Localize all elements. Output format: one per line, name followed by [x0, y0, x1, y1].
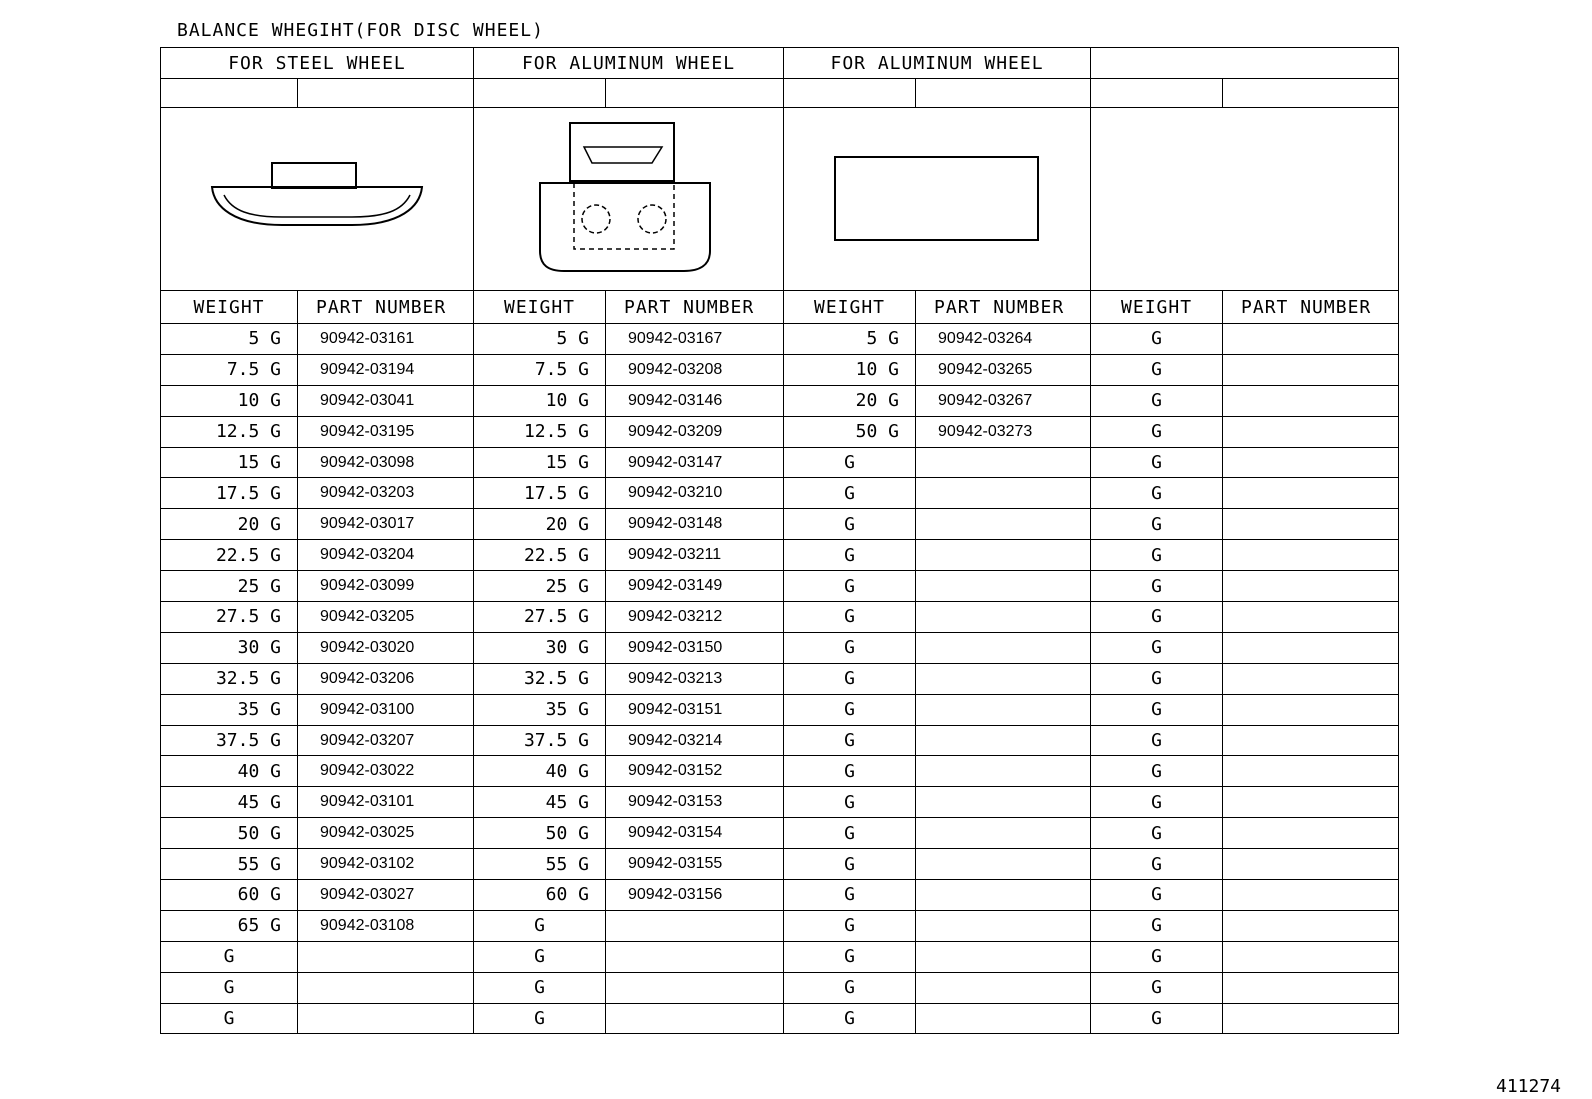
weight-cell: G [1091, 478, 1223, 509]
weight-cell: G [1091, 880, 1223, 911]
part-number-cell [916, 849, 1091, 880]
weight-cell: G [784, 910, 916, 941]
weight-cell: G [474, 910, 606, 941]
part-number-cell: 90942-03265 [916, 354, 1091, 385]
table-row [161, 324, 1399, 355]
weight-cell: 5 G [784, 324, 916, 355]
part-number-cell: 90942-03209 [606, 416, 784, 447]
part-number-cell [916, 632, 1091, 663]
part-number-cell: 90942-03017 [298, 509, 474, 540]
weight-cell: G [474, 1003, 606, 1034]
weight-cell: G [1091, 632, 1223, 663]
column-header-part-number: PART NUMBER [298, 291, 474, 324]
table-row [161, 416, 1399, 447]
part-number-cell [1223, 540, 1399, 571]
weight-cell: G [784, 972, 916, 1003]
part-number-cell [1223, 756, 1399, 787]
table-row [161, 910, 1399, 941]
weight-cell: G [161, 972, 298, 1003]
part-number-cell [1223, 725, 1399, 756]
part-number-cell [1223, 324, 1399, 355]
part-number-cell [916, 478, 1091, 509]
part-number-cell [1223, 663, 1399, 694]
part-number-cell: 90942-03098 [298, 447, 474, 478]
part-number-cell: 90942-03205 [298, 602, 474, 633]
weight-cell: 35 G [161, 694, 298, 725]
part-number-cell: 90942-03102 [298, 849, 474, 880]
weight-cell: 25 G [474, 571, 606, 602]
part-number-cell: 90942-03152 [606, 756, 784, 787]
weight-cell: G [1091, 694, 1223, 725]
weight-cell: G [784, 941, 916, 972]
column-header-part-number: PART NUMBER [916, 291, 1091, 324]
weight-cell: 20 G [161, 509, 298, 540]
blank-cell [606, 79, 784, 108]
weight-cell: 30 G [474, 632, 606, 663]
weight-cell: 15 G [474, 447, 606, 478]
weight-cell: 32.5 G [161, 663, 298, 694]
column-header-part-number: PART NUMBER [1223, 291, 1399, 324]
weight-cell: G [1091, 324, 1223, 355]
weight-cell: G [161, 941, 298, 972]
weight-cell: 30 G [161, 632, 298, 663]
part-number-cell: 90942-03151 [606, 694, 784, 725]
weight-cell: G [784, 447, 916, 478]
part-number-cell [1223, 849, 1399, 880]
weight-cell: G [1091, 725, 1223, 756]
part-number-cell [1223, 602, 1399, 633]
weight-cell: 22.5 G [474, 540, 606, 571]
part-number-cell [916, 602, 1091, 633]
part-number-cell [916, 725, 1091, 756]
part-number-cell [1223, 972, 1399, 1003]
adhesive-weight-icon [832, 154, 1042, 244]
part-number-cell: 90942-03099 [298, 571, 474, 602]
weight-cell: 35 G [474, 694, 606, 725]
part-number-cell: 90942-03022 [298, 756, 474, 787]
weight-cell: G [1091, 354, 1223, 385]
part-number-cell: 90942-03207 [298, 725, 474, 756]
part-number-cell: 90942-03108 [298, 910, 474, 941]
column-header-part-number: PART NUMBER [606, 291, 784, 324]
column-header-weight: WEIGHT [474, 291, 606, 324]
part-number-cell [916, 818, 1091, 849]
weight-cell: G [1091, 787, 1223, 818]
part-number-cell: 90942-03148 [606, 509, 784, 540]
weight-cell: 40 G [474, 756, 606, 787]
blank-cell [1091, 79, 1223, 108]
blank-cell [916, 79, 1091, 108]
part-number-cell: 90942-03146 [606, 385, 784, 416]
document-title: BALANCE WHEGIHT(FOR DISC WHEEL) [177, 20, 544, 41]
part-number-cell [916, 447, 1091, 478]
weight-cell: 7.5 G [474, 354, 606, 385]
part-number-cell: 90942-03208 [606, 354, 784, 385]
table-row [161, 478, 1399, 509]
table-row [161, 1003, 1399, 1034]
part-number-cell [1223, 478, 1399, 509]
weight-cell: 45 G [161, 787, 298, 818]
weight-cell: 50 G [784, 416, 916, 447]
part-number-cell [916, 910, 1091, 941]
part-number-cell [1223, 941, 1399, 972]
part-number-cell [916, 972, 1091, 1003]
document-id: 411274 [1496, 1076, 1562, 1097]
part-number-cell [1223, 787, 1399, 818]
part-number-cell: 90942-03167 [606, 324, 784, 355]
table-row [161, 354, 1399, 385]
weight-cell: G [474, 941, 606, 972]
part-number-cell: 90942-03156 [606, 880, 784, 911]
weight-cell: 10 G [784, 354, 916, 385]
part-number-cell: 90942-03212 [606, 602, 784, 633]
part-number-cell [916, 694, 1091, 725]
blank-cell [161, 79, 298, 108]
weight-cell: 27.5 G [161, 602, 298, 633]
part-number-cell [1223, 354, 1399, 385]
weight-cell: G [1091, 602, 1223, 633]
weight-cell: 17.5 G [474, 478, 606, 509]
part-number-cell [1223, 509, 1399, 540]
weight-cell: G [1091, 416, 1223, 447]
table-row [161, 663, 1399, 694]
part-number-cell [916, 880, 1091, 911]
part-number-cell [298, 941, 474, 972]
weight-cell: 40 G [161, 756, 298, 787]
table-row [161, 849, 1399, 880]
part-number-cell: 90942-03206 [298, 663, 474, 694]
weight-cell: 7.5 G [161, 354, 298, 385]
part-number-cell: 90942-03213 [606, 663, 784, 694]
part-number-cell [916, 1003, 1091, 1034]
weight-cell: G [784, 756, 916, 787]
part-number-cell: 90942-03020 [298, 632, 474, 663]
part-number-cell: 90942-03150 [606, 632, 784, 663]
weight-cell: G [1091, 509, 1223, 540]
weight-cell: 37.5 G [161, 725, 298, 756]
weight-cell: G [784, 663, 916, 694]
part-number-cell [606, 972, 784, 1003]
table-row [161, 447, 1399, 478]
weight-cell: 50 G [474, 818, 606, 849]
weight-cell: 27.5 G [474, 602, 606, 633]
blank-cell [474, 79, 606, 108]
part-number-cell: 90942-03101 [298, 787, 474, 818]
table-row [161, 385, 1399, 416]
weight-cell: G [784, 1003, 916, 1034]
aluminum-clip-weight-icon [534, 119, 724, 279]
weight-cell: G [1091, 818, 1223, 849]
weight-cell: 5 G [474, 324, 606, 355]
part-number-cell [1223, 385, 1399, 416]
weight-cell: 37.5 G [474, 725, 606, 756]
weight-cell: 20 G [474, 509, 606, 540]
part-number-cell [1223, 1003, 1399, 1034]
weight-cell: 10 G [474, 385, 606, 416]
weight-cell: G [1091, 447, 1223, 478]
part-number-cell [916, 663, 1091, 694]
weight-cell: G [784, 787, 916, 818]
weight-cell: 10 G [161, 385, 298, 416]
part-number-cell [606, 910, 784, 941]
weight-cell: 20 G [784, 385, 916, 416]
weight-cell: 22.5 G [161, 540, 298, 571]
table-row [161, 880, 1399, 911]
blank-cell [1223, 79, 1399, 108]
blank-cell [298, 79, 474, 108]
table-row [161, 540, 1399, 571]
group-header-blank [1091, 48, 1399, 79]
weight-cell: 50 G [161, 818, 298, 849]
weight-cell: 32.5 G [474, 663, 606, 694]
adhesive-weight-illustration-cell [784, 108, 1091, 291]
group-header-steel: FOR STEEL WHEEL [161, 48, 474, 79]
weight-cell: G [1091, 571, 1223, 602]
weight-cell: 12.5 G [474, 416, 606, 447]
part-number-cell [1223, 447, 1399, 478]
part-number-cell: 90942-03203 [298, 478, 474, 509]
table-row [161, 694, 1399, 725]
weight-cell: G [784, 478, 916, 509]
weight-cell: G [784, 880, 916, 911]
weight-cell: G [784, 849, 916, 880]
part-number-cell: 90942-03027 [298, 880, 474, 911]
steel-weight-illustration-cell [161, 108, 474, 291]
part-number-cell [606, 1003, 784, 1034]
group-header-aluminum-1: FOR ALUMINUM WHEEL [474, 48, 784, 79]
part-number-cell [606, 941, 784, 972]
weight-cell: 5 G [161, 324, 298, 355]
weight-cell: G [1091, 540, 1223, 571]
part-number-cell [916, 787, 1091, 818]
part-number-cell: 90942-03041 [298, 385, 474, 416]
table-row [161, 972, 1399, 1003]
table-row [161, 756, 1399, 787]
part-number-cell: 90942-03161 [298, 324, 474, 355]
weight-cell: G [1091, 849, 1223, 880]
part-number-cell [916, 941, 1091, 972]
weight-cell: G [1091, 941, 1223, 972]
weight-cell: 60 G [161, 880, 298, 911]
table-row [161, 787, 1399, 818]
weight-cell: G [784, 571, 916, 602]
table-row [161, 632, 1399, 663]
column-header-weight: WEIGHT [784, 291, 916, 324]
weight-cell: G [1091, 385, 1223, 416]
table-row [161, 571, 1399, 602]
weight-cell: G [784, 725, 916, 756]
weight-cell: 60 G [474, 880, 606, 911]
weight-cell: 17.5 G [161, 478, 298, 509]
balance-weight-table [160, 47, 1399, 1034]
weight-cell: 15 G [161, 447, 298, 478]
part-number-cell: 90942-03147 [606, 447, 784, 478]
weight-cell: G [1091, 756, 1223, 787]
weight-cell: G [784, 632, 916, 663]
part-number-cell [1223, 880, 1399, 911]
part-number-cell [1223, 632, 1399, 663]
blank-cell [784, 79, 916, 108]
weight-cell: G [1091, 972, 1223, 1003]
part-number-cell: 90942-03155 [606, 849, 784, 880]
part-number-cell: 90942-03154 [606, 818, 784, 849]
part-number-cell: 90942-03267 [916, 385, 1091, 416]
weight-cell: G [784, 509, 916, 540]
table-row [161, 941, 1399, 972]
part-number-cell [1223, 910, 1399, 941]
weight-cell: G [1091, 663, 1223, 694]
part-number-cell [916, 571, 1091, 602]
part-number-cell: 90942-03195 [298, 416, 474, 447]
part-number-cell [1223, 571, 1399, 602]
weight-cell: 65 G [161, 910, 298, 941]
table-row [161, 509, 1399, 540]
weight-cell: G [474, 972, 606, 1003]
column-header-weight: WEIGHT [1091, 291, 1223, 324]
weight-cell: G [784, 602, 916, 633]
part-number-cell: 90942-03211 [606, 540, 784, 571]
weight-cell: G [1091, 910, 1223, 941]
part-number-cell [916, 756, 1091, 787]
part-number-cell: 90942-03100 [298, 694, 474, 725]
part-number-cell [1223, 416, 1399, 447]
part-number-cell [916, 540, 1091, 571]
weight-cell: 25 G [161, 571, 298, 602]
part-number-cell [1223, 818, 1399, 849]
part-number-cell: 90942-03194 [298, 354, 474, 385]
table-row [161, 818, 1399, 849]
column-header-weight: WEIGHT [161, 291, 298, 324]
part-number-cell: 90942-03214 [606, 725, 784, 756]
part-number-cell [298, 1003, 474, 1034]
part-number-cell: 90942-03025 [298, 818, 474, 849]
weight-cell: G [1091, 1003, 1223, 1034]
part-number-cell [1223, 694, 1399, 725]
blank-illustration-cell [1091, 108, 1399, 291]
table-row [161, 602, 1399, 633]
weight-cell: G [784, 818, 916, 849]
part-number-cell: 90942-03149 [606, 571, 784, 602]
weight-cell: 55 G [161, 849, 298, 880]
weight-cell: 45 G [474, 787, 606, 818]
part-number-cell: 90942-03204 [298, 540, 474, 571]
weight-cell: G [784, 694, 916, 725]
part-number-cell: 90942-03273 [916, 416, 1091, 447]
aluminum-clip-weight-illustration-cell [474, 108, 784, 291]
clip-on-weight-icon [202, 159, 432, 239]
part-number-cell [916, 509, 1091, 540]
table-row [161, 725, 1399, 756]
part-number-cell: 90942-03264 [916, 324, 1091, 355]
part-number-cell: 90942-03210 [606, 478, 784, 509]
weight-cell: G [784, 540, 916, 571]
weight-cell: 55 G [474, 849, 606, 880]
weight-cell: G [161, 1003, 298, 1034]
weight-cell: 12.5 G [161, 416, 298, 447]
part-number-cell [298, 972, 474, 1003]
group-header-aluminum-2: FOR ALUMINUM WHEEL [784, 48, 1091, 79]
part-number-cell: 90942-03153 [606, 787, 784, 818]
